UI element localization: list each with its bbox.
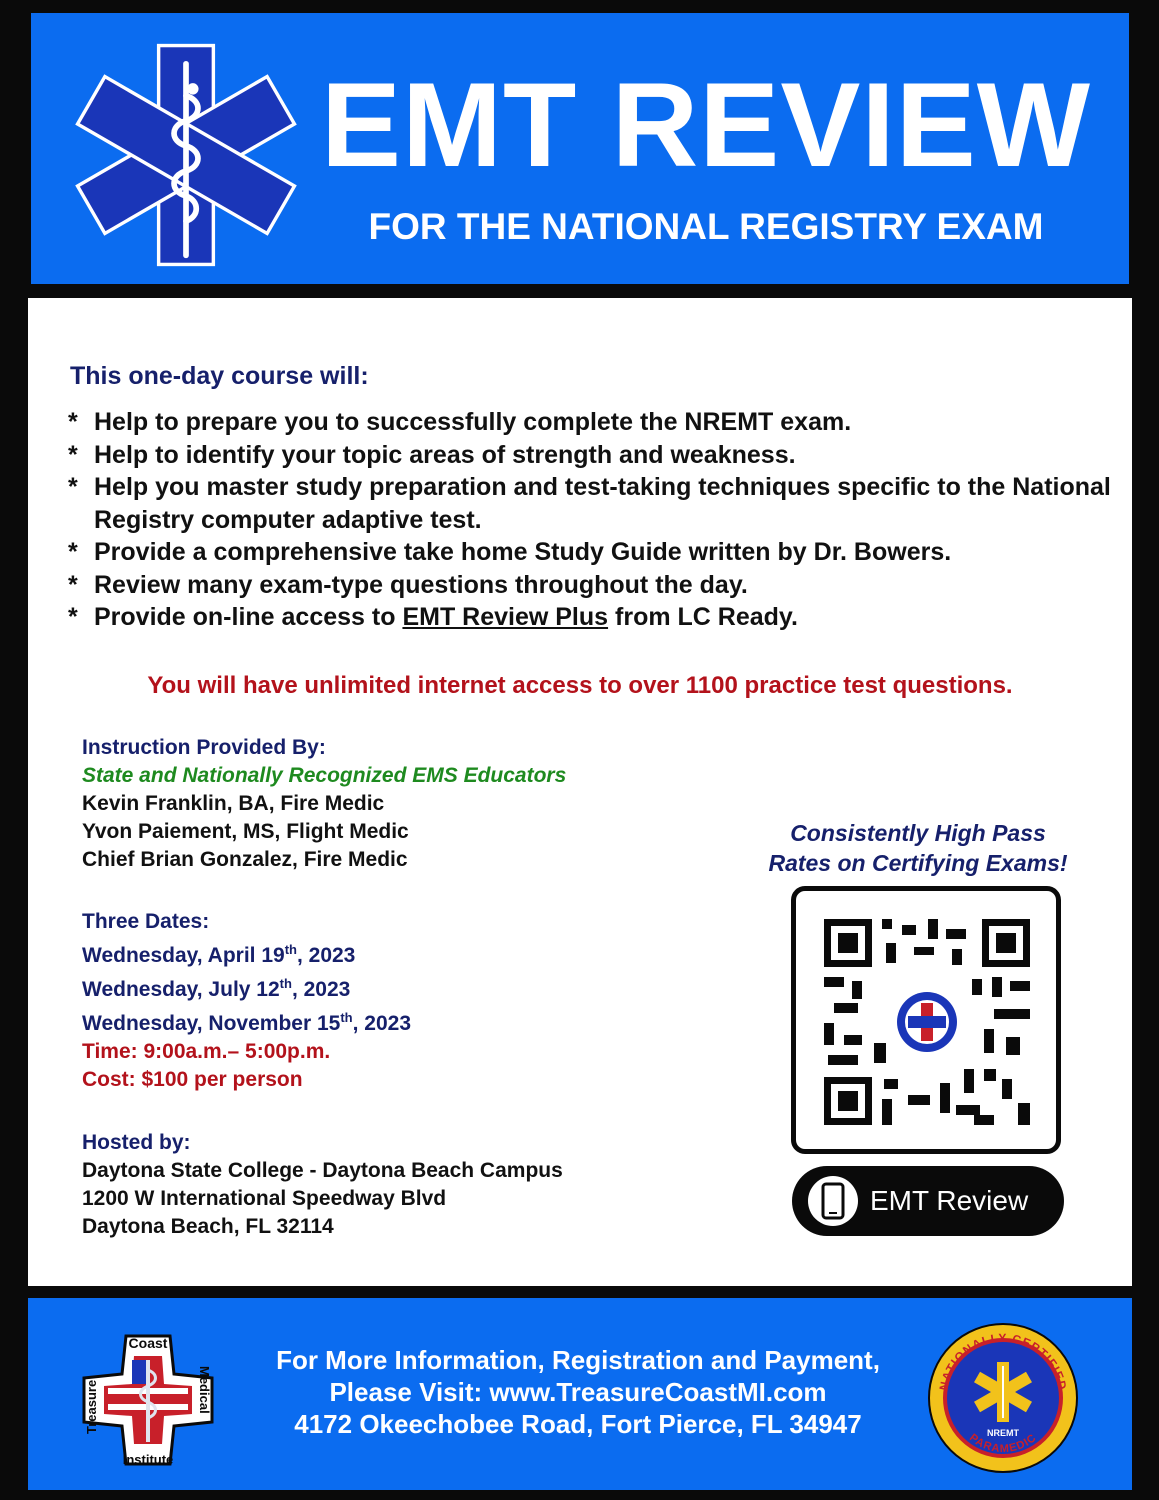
instructor-name: Kevin Franklin, BA, Fire Medic — [82, 792, 385, 815]
header-banner — [28, 10, 1132, 287]
instructor-name: Yvon Paiement, MS, Flight Medic — [82, 820, 409, 843]
instructors-tagline: State and Nationally Recognized EMS Educators — [82, 764, 567, 787]
star-of-life-icon — [71, 41, 301, 269]
nremt-paramedic-seal-icon — [925, 1320, 1081, 1476]
bullet-marker: * — [68, 570, 78, 599]
pass-rate-line: Consistently High Pass — [790, 820, 1046, 846]
bullet-marker: * — [68, 408, 78, 436]
list-item — [68, 471, 1118, 536]
list-item — [68, 439, 1118, 472]
svg-text:Coast: Coast — [128, 1335, 168, 1351]
instructor-name: Chief Brian Gonzalez, Fire Medic — [82, 848, 408, 871]
svg-text:Institute: Institute — [122, 1452, 174, 1467]
course-date: Wednesday, April 19th, 2023 — [82, 942, 356, 967]
content-panel — [28, 298, 1132, 1286]
host-section — [82, 1129, 563, 1241]
footer-banner — [28, 1298, 1132, 1490]
list-item-text: from LC Ready. — [608, 603, 798, 631]
list-item — [68, 601, 1118, 634]
treasure-coast-medical-institute-logo-icon — [68, 1324, 228, 1474]
svg-text:NATIONALLY CERTIFIED: NATIONALLY CERTIFIED — [936, 1330, 1070, 1392]
list-item-text: Help to prepare you to successfully complete the NREMT exam. — [94, 408, 852, 436]
list-item-text: Provide a comprehensive take home Study Guide written by Dr. Bowers. — [94, 538, 952, 566]
bullet-marker: * — [68, 473, 78, 501]
website-link[interactable]: Please Visit: www.TreasureCoastMI.com — [329, 1377, 827, 1407]
dates-heading: Three Dates: — [82, 910, 210, 933]
course-time: Time: 9:00a.m.– 5:00p.m. — [82, 1040, 331, 1063]
host-heading: Hosted by: — [82, 1131, 191, 1154]
pass-rate-line: Rates on Certifying Exams! — [768, 850, 1068, 876]
course-date: Wednesday, November 15th, 2023 — [82, 1010, 411, 1035]
page-title: EMT REVIEW — [320, 58, 1092, 192]
page-subtitle: FOR THE NATIONAL REGISTRY EXAM — [368, 206, 1044, 247]
instructors-section — [82, 734, 566, 874]
instructors-heading: Instruction Provided By: — [82, 736, 326, 759]
list-item-text: Review many exam-type questions throughout the day. — [94, 570, 748, 599]
svg-text:Medical: Medical — [197, 1366, 212, 1414]
contact-line: For More Information, Registration and Payment, — [276, 1345, 880, 1375]
qr-code-frame[interactable] — [791, 886, 1061, 1154]
pass-rate-callout — [728, 818, 1108, 878]
host-line: 1200 W International Speedway Blvd — [82, 1187, 447, 1210]
host-line: Daytona State College - Daytona Beach Campus — [82, 1159, 563, 1182]
dates-section — [82, 908, 411, 1094]
contact-info — [228, 1344, 928, 1440]
svg-text:NREMT: NREMT — [987, 1428, 1019, 1438]
svg-text:PARAMEDIC: PARAMEDIC — [966, 1431, 1040, 1456]
svg-text:Treasure: Treasure — [84, 1379, 99, 1434]
list-item-text: Provide on-line access to — [94, 603, 403, 631]
list-item-text: Help you master study preparation and test-taking techniques specific to the National Registry computer adaptive test. — [94, 473, 1111, 534]
app-button-label: EMT Review — [870, 1185, 1029, 1216]
course-cost: Cost: $100 per person — [82, 1068, 303, 1091]
phone-icon — [806, 1174, 860, 1228]
course-date: Wednesday, July 12th, 2023 — [82, 976, 351, 1001]
list-item — [68, 406, 1118, 439]
contact-address: 4172 Okeechobee Road, Fort Pierce, FL 34947 — [294, 1409, 862, 1439]
emt-review-plus-link[interactable]: EMT Review Plus — [402, 603, 609, 631]
bullet-marker: * — [68, 603, 78, 631]
bullet-marker: * — [68, 538, 78, 566]
bullet-marker: * — [68, 440, 78, 469]
host-line: Daytona Beach, FL 32114 — [82, 1215, 334, 1238]
list-item — [68, 569, 1118, 602]
course-intro: This one-day course will: — [70, 362, 369, 390]
list-item — [68, 536, 1118, 569]
unlimited-access-note: You will have unlimited internet access to over 1100 practice test questions. — [147, 672, 1013, 699]
emt-review-app-button[interactable] — [792, 1166, 1064, 1236]
qr-code-icon — [824, 919, 1030, 1125]
list-item-text: Help to identify your topic areas of strength and weakness. — [94, 440, 796, 469]
course-benefits-list — [68, 406, 1118, 634]
